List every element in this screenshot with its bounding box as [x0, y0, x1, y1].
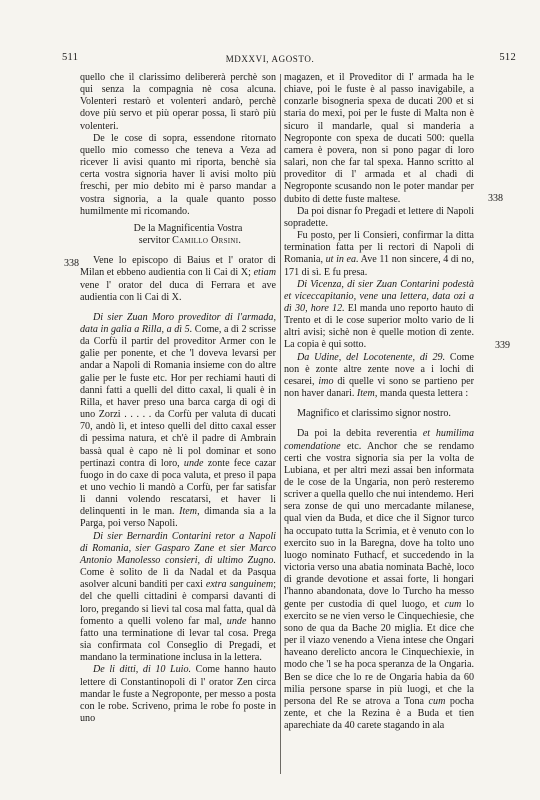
right-margin-number-2: 339 [495, 340, 510, 351]
left-page-number: 511 [62, 52, 79, 63]
letter-heading: De li ditti, di 10 Luio. [93, 664, 192, 676]
left-paragraph-4: Di sier Zuan Moro proveditor di l'armada, data in galia a Rilla, a dì 5. Come, a dì 2 scrisse da Corfù il partir del proveditor Armer con le galie per ponente, et che 'l doveva levarsi per andar a Napoli di Romania insieme con do altre galie per le fuste etc. Hor per rechiami hauti di danni fatti a quelli del ditto caxal, li quali è in Rilla, et haver preso una barca carga di ogi di uno Zorzi . . . . . da Corfù per valuta di ducati 70, andò lì, et inteso quelli del ditto caxal esser di pessima natura, et ch'è il padre di Ambrain bassà qual è capo nè li pol dominar et sono pertinazi contra di loro, unde zonte fece cazar fuogo in do caxe di poca valuta, et preso il papa et uno vechio li mandò a Corfù, per far satisfar li danni volendo rescatarsi, et haver li delinquenti in le man. Item, dimanda sia a la Parga, poi verso Napoli. [80, 311, 276, 530]
signature-line-1: De la Magnificentia Vostra [133, 222, 243, 234]
left-margin-number: 338 [64, 258, 79, 269]
right-page-number: 512 [499, 52, 516, 63]
signature-name: Camillo Orsini. [172, 235, 242, 247]
left-paragraph-1: quello che il clarissimo delibererà perchè son qui senza la compagnia nè cosa alcuna. Volenteri restarò et volenteri andarò, perchè dove più servo et più operar possa, lì starò più volenteri. [80, 72, 276, 132]
right-margin-number-1: 338 [488, 193, 503, 204]
letter-heading: Di sier Bernardin Contarini retor a Napoli di Romania, sier Gasparo Zane et sier Marco Antonio Manolesso consieri, di ultimo Zugno. [80, 530, 276, 566]
left-column [80, 72, 276, 725]
running-title: MDXXVI, AGOSTO. [225, 54, 315, 64]
right-paragraph-6: Da poi la debita reverentia et humilima comendatione etc. Anchor che se rendamo certi che vostra signoria sia per la volta de Lubiana, et per altri mezi assai ben informata de le cose de la Ungaria, non però resteremo scriver a quella quello che nui intendemo. Heri sera zonse de qui uno mercadante milanese, qual vien da Buda, et dice che il Signor turco ha occupato tutta la Scrimia, et è venuto con lo exercito suo in la Baregna, dove ha tolto uno luogo nominato Futhacf, et succedendo in la victoria verso una abatia nominata Bachè, loco di grande devotione et assai forte, li hongari l'hanno abandonata, dove lo Turcho ha messo gente per custodia di quel luogo, et cum lo exercito se ne vien verso le Cinquechiesie, che sono de qua da Bache 20 miglia. Et dice che per il viazo venendo a Viena intese che Ongari haveano derelicto ancora le Cinquechiexie, in modo che 'l se ha poca speranza de la Ongaria. Ben se dice che lo re de Ongaria habia da 60 milia persone sparse in più luogi, et che la persona del Re se atrova a Tona cum pocha zente, et che la Rezina è a Buda et tien aparechiate da 40 carete stagando in ala [284, 428, 475, 732]
right-paragraph-4: Di Vicenza, di sier Zuan Contarini podestà et viceccapitanio, vene una lettera, data ozi a dì 30, hore 12. El manda uno reporto hauto di Trento et di le cose superior molto vario de li altri avisi; sichè non è quelle motion di zente. La copia è qui sotto. [284, 278, 474, 351]
letter-heading: Da Udine, del Locotenente, di 29. [297, 351, 446, 363]
letter-salutation: Magnifico et clarissimo signor nostro. [297, 408, 451, 420]
right-paragraph-3: Fu posto, per li Consieri, confirmar la ditta termination fatta per li rectori di Napoli di Romania, ut in ea. Ave 11 non sincere, 4 di no, 171 di sì. E fu presa. [284, 230, 474, 278]
right-paragraph-5: Da Udine, del Locotenente, di 29. Come non è zonte altre zente nove a i lochi di cesarei, imo di quelle vi sono se partieno per non haver danari. Item, manda questa lettera : [284, 351, 475, 400]
left-paragraph-3: Vene lo episcopo di Baius et l' orator di Milan et ebbeno audientia con li Cai di X; etiam vene l' orator del duca di Ferrara et ave audientia con li Cai di X. [80, 255, 276, 303]
signature-line-2: servitor Camillo Orsini. [138, 235, 242, 247]
right-paragraph-1: magazen, et il Proveditor di l' armada ha le chiave, poi le fuste è al passo inavigabile, a conzarle bisogneria spexa de ducati 200 et si staria do mexi, poi per le fuste di Malta non è sicuro il mandarle, qual si manderia a Negroponte con spexa de ducati 500: quella camera è povera, non si pono pagar di loro salari, non che far tal spexa. Hanno scritto al proveditor di l' armada et al chadì di Negroponte scusando non le poter mandar per dubito di dette fuste maltese. [284, 72, 474, 205]
right-column [284, 72, 474, 732]
left-paragraph-2: De le cose di sopra, essendone ritornato quello mio comesso che teneva a Veza ad ricever li avisi quanto mi riporta, benchè sia certa vostra signoria haver li avisi molto più freschi, per mio debito mi è parso mandar a vostra signoria, a la quale quanto posso humilmente mi ricomando. [80, 132, 276, 217]
left-paragraph-6: De li ditti, di 10 Luio. Come hanno hauto lettere di Constantinopoli di l' orator Zen circa mandar le fuste a Negroponte, per messo a posta con le robe. Scriveno, prima le robe fo poste in uno [80, 664, 276, 724]
right-paragraph-2: Da poi disnar fo Pregadi et lettere di Napoli sopradette. [284, 205, 474, 229]
letter-heading: Di sier Zuan Moro proveditor di l'armada, data in galia a Rilla, a dì 5. [80, 311, 276, 335]
left-paragraph-5: Di sier Bernardin Contarini retor a Napoli di Romania, sier Gasparo Zane et sier Marco Antonio Manolesso consieri, di ultimo Zugno. Come è solito de lì da Nadal et da Pasqua asolver alcuni banditi per caxi extra sanguinem; del che quelli cittadini è comparsi davanti di loro, pregando si lievi tal cosa mal fatta, qual dà fomento a quelli voleno far mal, unde hanno fatto una terminatione di levar tal cosa. Prega sia confirmata col Conseglio di Pregadi, et mandano la terminatione inclusa in la lettera. [80, 530, 276, 664]
column-divider [280, 74, 281, 774]
letter-heading: Di Vicenza, di sier Zuan Contarini podestà et viceccapitanio, vene una lettera, data ozi a dì 30, hore 12. [284, 278, 474, 314]
